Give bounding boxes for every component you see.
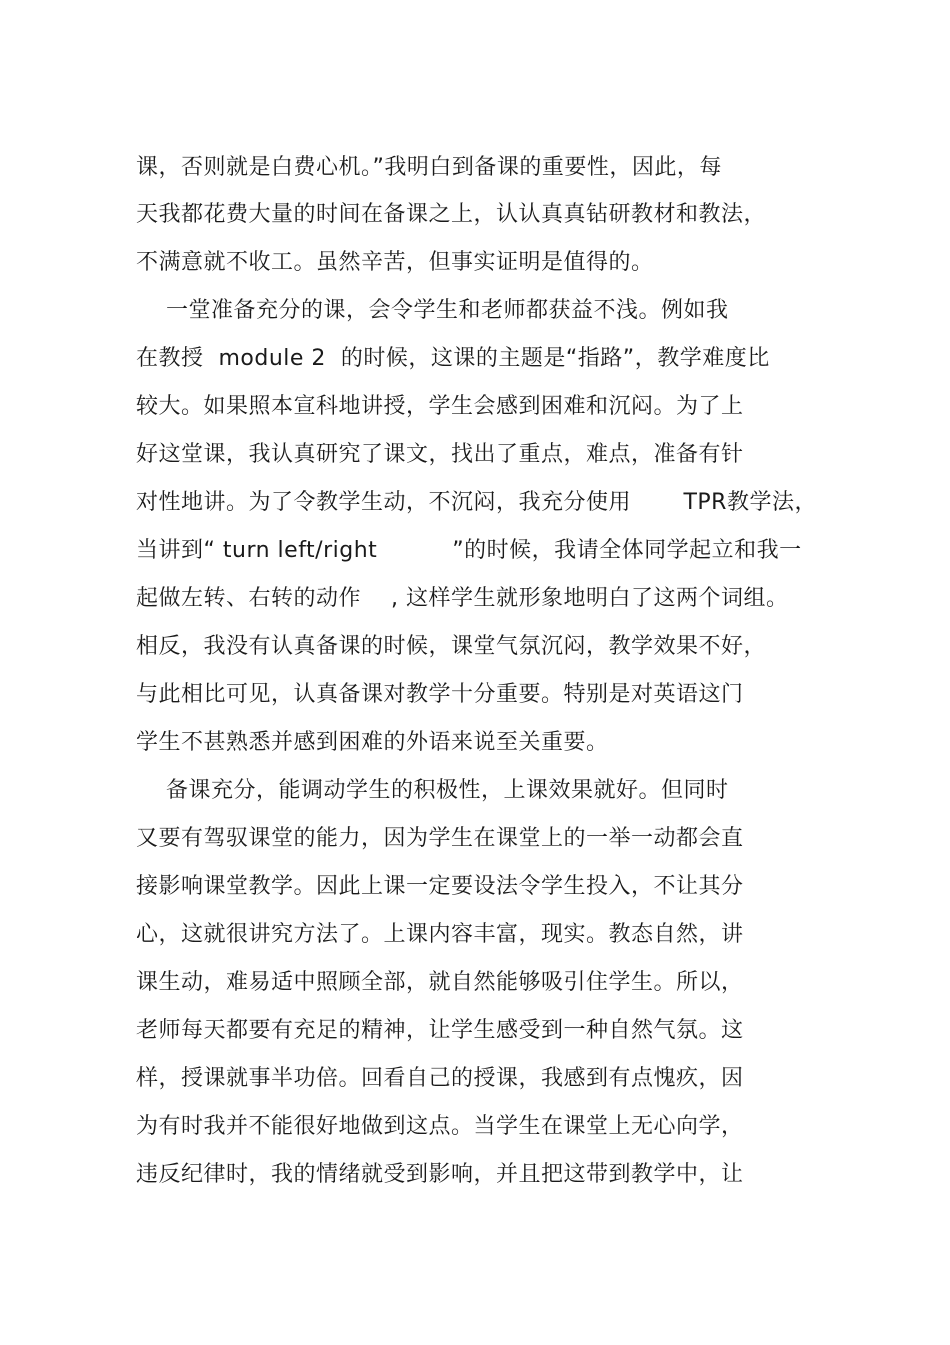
text-line: 对性地讲。为了令教学生动，不沉闷，我充分使用 TPR教学法， [136,490,817,515]
text-line: 与此相比可见，认真备课对教学十分重要。特别是对英语这门 [136,682,744,707]
text-line: 较大。如果照本宣科地讲授，学生会感到困难和沉闷。为了上 [136,394,744,419]
paragraph-start-line: 一堂准备充分的课，会令学生和老师都获益不浅。例如我 [136,298,729,323]
paragraph-start-line: 备课充分，能调动学生的积极性，上课效果就好。但同时 [136,778,729,803]
text-line: 相反，我没有认真备课的时候，课堂气氛沉闷，教学效果不好， [136,634,767,659]
text-line: 违反纪律时，我的情绪就受到影响，并且把这带到教学中，让 [136,1162,744,1187]
text-line: 课生动，难易适中照顾全部，就自然能够吸引住学生。所以， [136,970,744,995]
text-line: 心，这就很讲究方法了。上课内容丰富，现实。教态自然，讲 [136,922,744,947]
text-line: 学生不甚熟悉并感到困难的外语来说至关重要。 [136,730,609,755]
text-line: 起做左转、右转的动作 , 这样学生就形象地明白了这两个词组。 [136,586,789,611]
text-line: 好这堂课，我认真研究了课文，找出了重点，难点，准备有针 [136,442,744,467]
text-line: 接影响课堂教学。因此上课一定要设法令学生投入，不让其分 [136,874,744,899]
text-line: 老师每天都要有充足的精神，让学生感受到一种自然气氛。这 [136,1018,744,1043]
text-line: 在教授 module 2 的时候，这课的主题是“指路”，教学难度比 [136,346,770,371]
text-line: 不满意就不收工。虽然辛苦，但事实证明是值得的。 [136,250,654,275]
text-line: 天我都花费大量的时间在备课之上，认认真真钻研教材和教法， [136,202,767,227]
text-line: 当讲到“ turn left/right ”的时候，我请全体同学起立和我一 [136,538,802,563]
text-line: 课，否则就是白费心机。”我明白到备课的重要性，因此，每 [136,155,722,180]
text-line: 又要有驾驭课堂的能力，因为学生在课堂上的一举一动都会直 [136,826,744,851]
text-line: 样，授课就事半功倍。回看自己的授课，我感到有点愧疚，因 [136,1066,744,1091]
text-line: 为有时我并不能很好地做到这点。当学生在课堂上无心向学， [136,1114,744,1139]
